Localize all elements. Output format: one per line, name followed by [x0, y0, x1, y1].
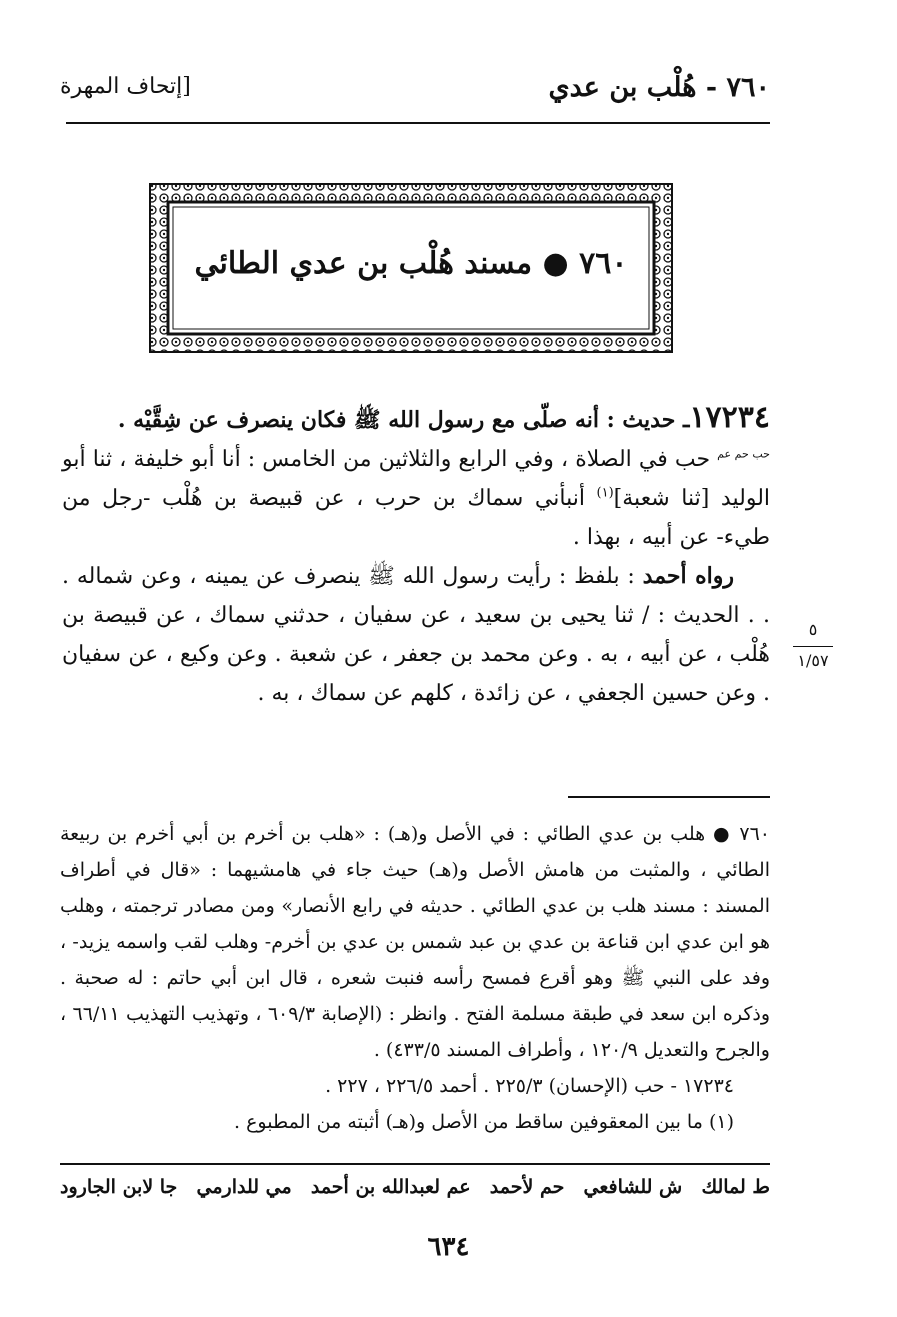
header-rule: [66, 122, 770, 124]
sigla-legend: [60, 1176, 770, 1198]
footnote-ref: (١): [596, 485, 614, 501]
siglum-item: جا لابن الجارود: [60, 1176, 178, 1198]
footnote-1: (١) ما بين المعقوفين ساقط من الأصل و(هـ) أثبته من المطبوع .: [234, 1111, 734, 1133]
hadith-paragraph-2: [62, 557, 770, 713]
hadith-number: ١٧٢٣٤: [689, 400, 770, 435]
margin-folio: ١/٥٧: [797, 651, 829, 670]
hadith-paragraph-1: [62, 440, 770, 557]
page-number: ٦٣٤: [427, 1232, 470, 1262]
siglum-item: ط لمالك: [701, 1176, 770, 1198]
hadith-chain-text-cont: أنبأني سماك بن حرب ، عن قبيصة بن هُلْب -رجل من طيء- عن أبيه ، بهذا .: [62, 486, 770, 550]
footnote-rule: [568, 796, 770, 798]
hadith-body: [62, 398, 770, 713]
footnote-biography: ٧٦٠ ● هلب بن عدي الطائي : في الأصل و(هـ) : «هلب بن أخرم بن أبي أخرم بن ربيعة الطائي ، والمثبت من هامش الأصل و(هـ) حيث جاء في هامشيهما : «قال في أطراف المسند : مسند هلب بن عدي الطائي . حديثه في رابع الأنصار» ومن مصادر ترجمته ، وهلب هو ابن عدي ابن قناعة بن عدي بن عبد شمس بن عدي بن أخرم- وهلب لقب واسمه يزيد- ، وفد على النبي ﷺ وهو أقرع فمسح رأسه فنبت شعره ، قال ابن أبي حاتم : له صحبة . وذكره ابن سعد في طبقة مسلمة الفتح . وانظر : (الإصابة ٦٠٩/٣ ، وتهذيب التهذيب ٦٦/١١ ، والجرح والتعديل ١٢٠/٩ ، وأطراف المسند ٤٣٣/٥) .: [60, 823, 770, 1061]
margin-line-number: ٥: [808, 620, 818, 639]
margin-rule: [793, 646, 833, 647]
margin-reference: [790, 620, 836, 671]
footnotes: [60, 816, 770, 1140]
running-header: [60, 60, 770, 120]
header-chapter-title: ٧٦٠ - هُلْب بن عدي: [548, 72, 770, 103]
hadith-lead-text: ـ حديث : أنه صلّى مع رسول الله ﷺ فكان ينصرف عن شِقَّيْه .: [117, 407, 690, 433]
narrator-name: رواه أحمد: [642, 563, 734, 589]
title-frame: [146, 180, 676, 356]
footnote-sources: ١٧٢٣٤ - حب (الإحسان) ٢٢٥/٣ . أحمد ٢٢٦/٥ ، ٢٢٧ .: [325, 1075, 734, 1097]
section-title: ٧٦٠ ● مسند هُلْب بن عدي الطائي: [194, 246, 628, 281]
source-siglum: حب حم عم: [717, 447, 770, 461]
hadith-chain-text: حب في الصلاة ، وفي الرابع والثلاثين من الخامس : أنا أبو خليفة ، ثنا أبو الوليد [ثنا شعبة]: [62, 447, 771, 511]
sigla-rule: [60, 1163, 770, 1165]
siglum-item: حم لأحمد: [489, 1176, 565, 1198]
hadith-lead: [62, 398, 770, 440]
header-book-title: [إتحاف المهرة: [60, 74, 191, 99]
siglum-item: عم لعبدالله بن أحمد: [310, 1176, 471, 1198]
siglum-item: ش للشافعي: [583, 1176, 683, 1198]
hadith-paragraph-2-text: : بلفظ : رأيت رسول الله ﷺ ينصرف عن يمينه ، وعن شماله . . . الحديث : / ثنا يحيى بن سعيد ، عن سفيان ، حدثني سماك ، عن قبيصة بن هُلْب ، عن أبيه ، به . وعن محمد بن جعفر ، عن شعبة . وعن وكيع ، عن سفيان . وعن حسين الجعفي ، عن زائدة ، كلهم عن سماك ، به .: [62, 564, 770, 706]
siglum-item: مي للدارمي: [196, 1176, 292, 1198]
